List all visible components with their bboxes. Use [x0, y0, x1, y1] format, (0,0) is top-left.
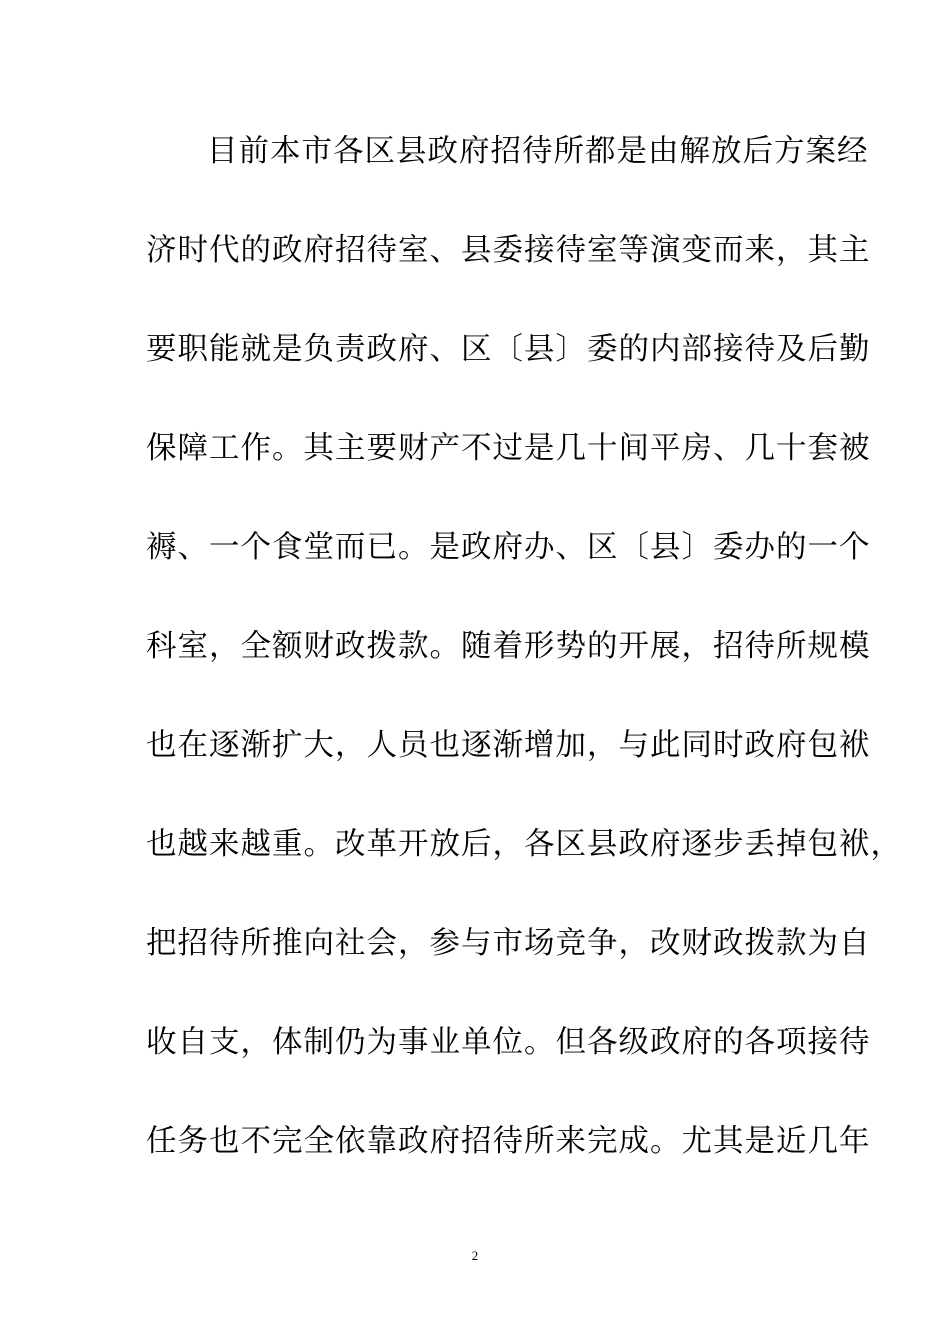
text-line: 保障工作。其主要财产不过是几十间平房、几十套被: [146, 431, 871, 466]
text-line: 收自支，体制仍为事业单位。但各级政府的各项接待: [146, 1025, 871, 1060]
text-line: 任务也不完全依靠政府招待所来完成。尤其是近几年: [146, 1124, 871, 1159]
text-line: 济时代的政府招待室、县委接待室等演变而来，其主: [146, 233, 871, 268]
text-line: 科室，全额财政拨款。随着形势的开展，招待所规模: [146, 629, 871, 664]
text-line: 也越来越重。改革开放后，各区县政府逐步丢掉包袱，: [146, 827, 902, 862]
text-line: 褥、一个食堂而已。是政府办、区〔县〕委办的一个: [146, 530, 871, 565]
text-line: 把招待所推向社会，参与市场竞争，改财政拨款为自: [146, 926, 871, 961]
text-line: 也在逐渐扩大，人员也逐渐增加，与此同时政府包袱: [146, 728, 871, 763]
text-line: 要职能就是负责政府、区〔县〕委的内部接待及后勤: [146, 332, 871, 367]
body-text: [146, 124, 902, 1213]
text-line: 目前本市各区县政府招待所都是由解放后方案经: [207, 134, 869, 169]
page-number: 2: [471, 1248, 479, 1263]
